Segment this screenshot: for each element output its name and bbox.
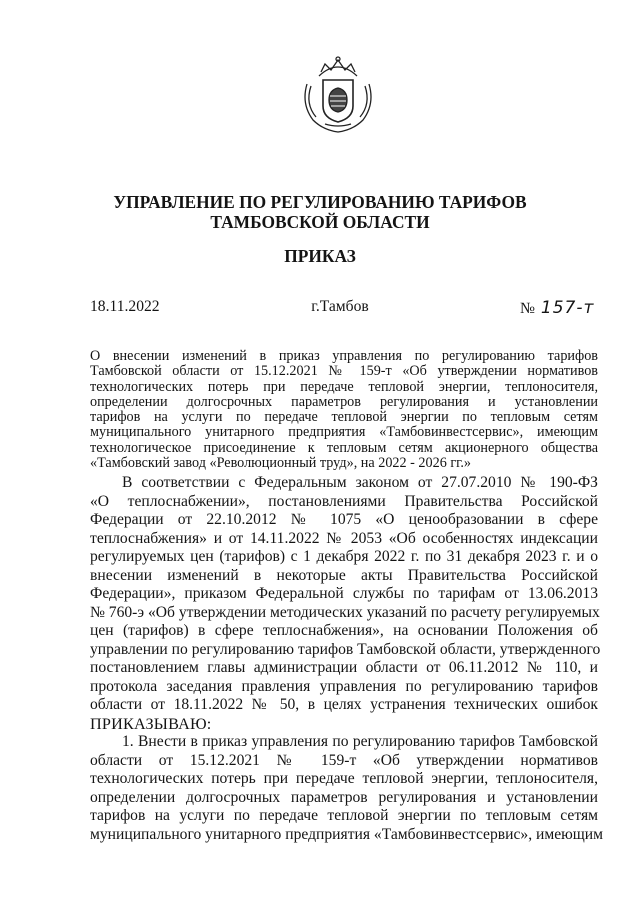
coat-of-arms-emblem	[299, 54, 377, 134]
subject-line: О внесении изменений в приказ управления по регулированию тарифов	[90, 348, 598, 364]
order-word: ПРИКАЗЫВАЮ:	[90, 714, 212, 733]
item-1-line: технологических потерь при передаче тепловой энергии, теплоносителя,	[90, 770, 598, 787]
document-number	[520, 298, 594, 318]
body-line: области от 18.11.2022 № 50, в целях устранения технических ошибок	[90, 696, 598, 713]
number-handwritten: 157-т	[540, 298, 595, 318]
item-1-line: области от 15.12.2021 № 159-т «Об утверждении нормативов	[90, 751, 598, 769]
document-subject	[90, 349, 598, 471]
body-line: управлении по регулированию тарифов Тамбовской области, утвержденного	[90, 640, 601, 658]
subject-line: технологическое присоединение к тепловым сетям акционерного общества	[90, 439, 598, 456]
subject-line: «Тамбовский завод «Революционный труд», на 2022 - 2026 гг.»	[90, 455, 472, 472]
organization-line-2: ТАМБОВСКОЙ ОБЛАСТИ	[210, 212, 430, 232]
subject-line: определении долгосрочных параметров регулирования и установлении	[90, 393, 598, 410]
body-line: Федерации от 22.10.2012 № 1075 «О ценообразовании в сфере	[90, 511, 598, 528]
document-body	[90, 474, 603, 844]
subject-line: Тамбовской области от 15.12.2021 № 159-т «Об утверждении нормативов	[90, 363, 598, 380]
subject-line: технологических потерь при передаче тепловой энергии, теплоносителя,	[90, 378, 598, 395]
subject-line: муниципального унитарного предприятия «Тамбовинвестсервис», имеющим	[90, 424, 598, 441]
body-line: теплоснабжения» и от 14.11.2022 № 2053 «Об особенностях индексации	[90, 529, 598, 547]
body-line: регулируемых цен (тарифов) с 1 декабря 2022 г. по 31 декабря 2023 г. и о	[90, 548, 598, 565]
body-line: цен (тарифов) в сфере теплоснабжения», на основании Положения об	[90, 622, 598, 639]
document-city: г.Тамбов	[311, 298, 369, 315]
organization-line-1: УПРАВЛЕНИЕ ПО РЕГУЛИРОВАНИЮ ТАРИФОВ	[113, 192, 527, 212]
body-line: № 760-э «Об утверждении методических указаний по расчету регулируемых	[90, 603, 600, 621]
number-prefix: №	[520, 300, 535, 317]
item-1-line: 1. Внести в приказ управления по регулированию тарифов Тамбовской	[122, 733, 598, 750]
body-line: внесении изменений в некоторые акты Правительства Российской	[90, 566, 598, 584]
body-line: В соответствии с Федеральным законом от 27.07.2010 № 190-ФЗ	[122, 474, 598, 491]
item-1-line: тарифов на услуги по передаче тепловой энергии по тепловым сетям	[90, 807, 598, 824]
organization-name	[0, 192, 640, 232]
body-line: Федерации», приказом Федеральной службы по тарифам от 13.06.2013	[90, 585, 598, 602]
item-1-line: муниципального унитарного предприятия «Тамбовинвестсервис», имеющим	[90, 825, 603, 843]
body-line: «О теплоснабжении», постановлениями Правительства Российской	[90, 492, 598, 510]
body-line: постановлением главы администрации области от 06.11.2012 № 110, и	[90, 659, 598, 676]
body-line: протокола заседания правления управления по регулированию тарифов	[90, 677, 598, 695]
subject-line: тарифов на услуги по передаче тепловой энергии по тепловым сетям	[90, 409, 598, 426]
item-1-line: определении долгосрочных параметров регулирования и установлении	[90, 788, 598, 806]
document-type: ПРИКАЗ	[284, 246, 356, 266]
document-date: 18.11.2022	[90, 298, 160, 315]
